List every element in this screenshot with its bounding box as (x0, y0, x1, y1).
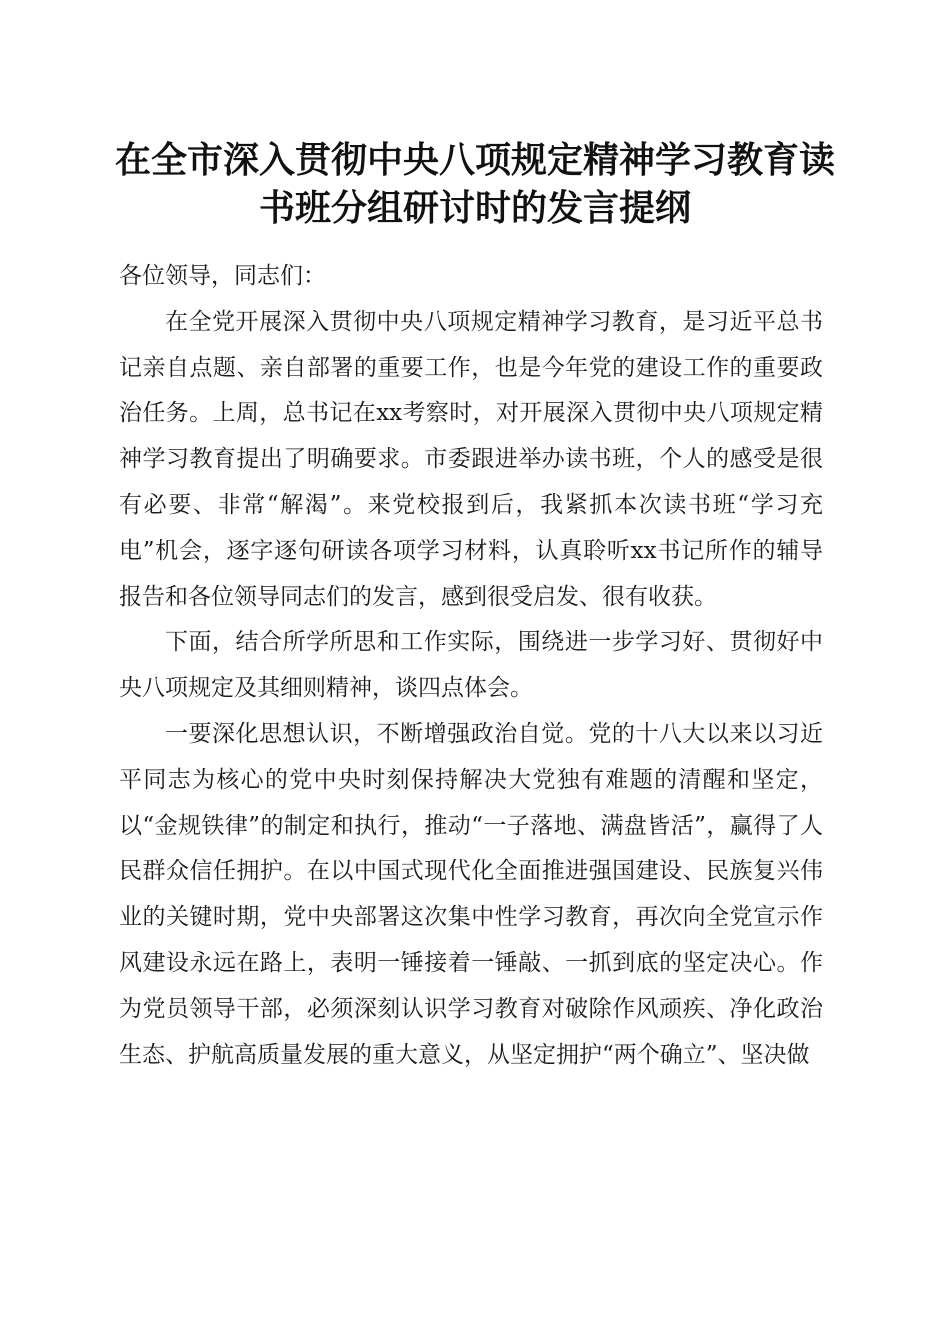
paragraph-point-one: 一要深化思想认识，不断增强政治自觉。党的十八大以来以习近平同志为核心的党中央时刻保持解决大党独有难题的清醒和坚定，以“金规铁律”的制定和执行，推动“一子落地、满盘皆活”，赢得了人民群众信任拥护。在以中国式现代化全面推进强国建设、民族复兴伟业的关键时期，党中央部署这次集中性学习教育，再次向全党宣示作风建设永远在路上，表明一锤接着一锤敲、一抓到底的坚定决心。作为党员领导干部，必须深刻认识学习教育对破除作风顽疾、净化政治生态、护航高质量发展的重大意义，从坚定拥护“两个确立”、坚决做 (119, 720, 823, 1068)
title-line-1: 在全市深入贯彻中央八项规定精神学习教育读 (114, 139, 835, 181)
document-title (100, 136, 850, 232)
salutation: 各位领导，同志们： (119, 263, 326, 289)
paragraph-intro: 在全党开展深入贯彻中央八项规定精神学习教育，是习近平总书记亲自点题、亲自部署的重要工作，也是今年党的建设工作的重要政治任务。上周，总书记在xx考察时，对开展深入贯彻中央八项规定精神学习教育提出了明确要求。市委跟进举办读书班，个人的感受是很有必要、非常“解渴”。来党校报到后，我紧抓本次读书班“学习充电”机会，逐字逐句研读各项学习材料，认真聆听xx书记所作的辅导报告和各位领导同志们的发言，感到很受启发、很有收获。 (119, 308, 823, 610)
title-line-2: 书班分组研讨时的发言提纲 (258, 187, 691, 229)
paragraph-transition: 下面，结合所学所思和工作实际，围绕进一步学习好、贯彻好中央八项规定及其细则精神，谈四点体会。 (119, 629, 823, 702)
document-body (119, 254, 823, 1078)
